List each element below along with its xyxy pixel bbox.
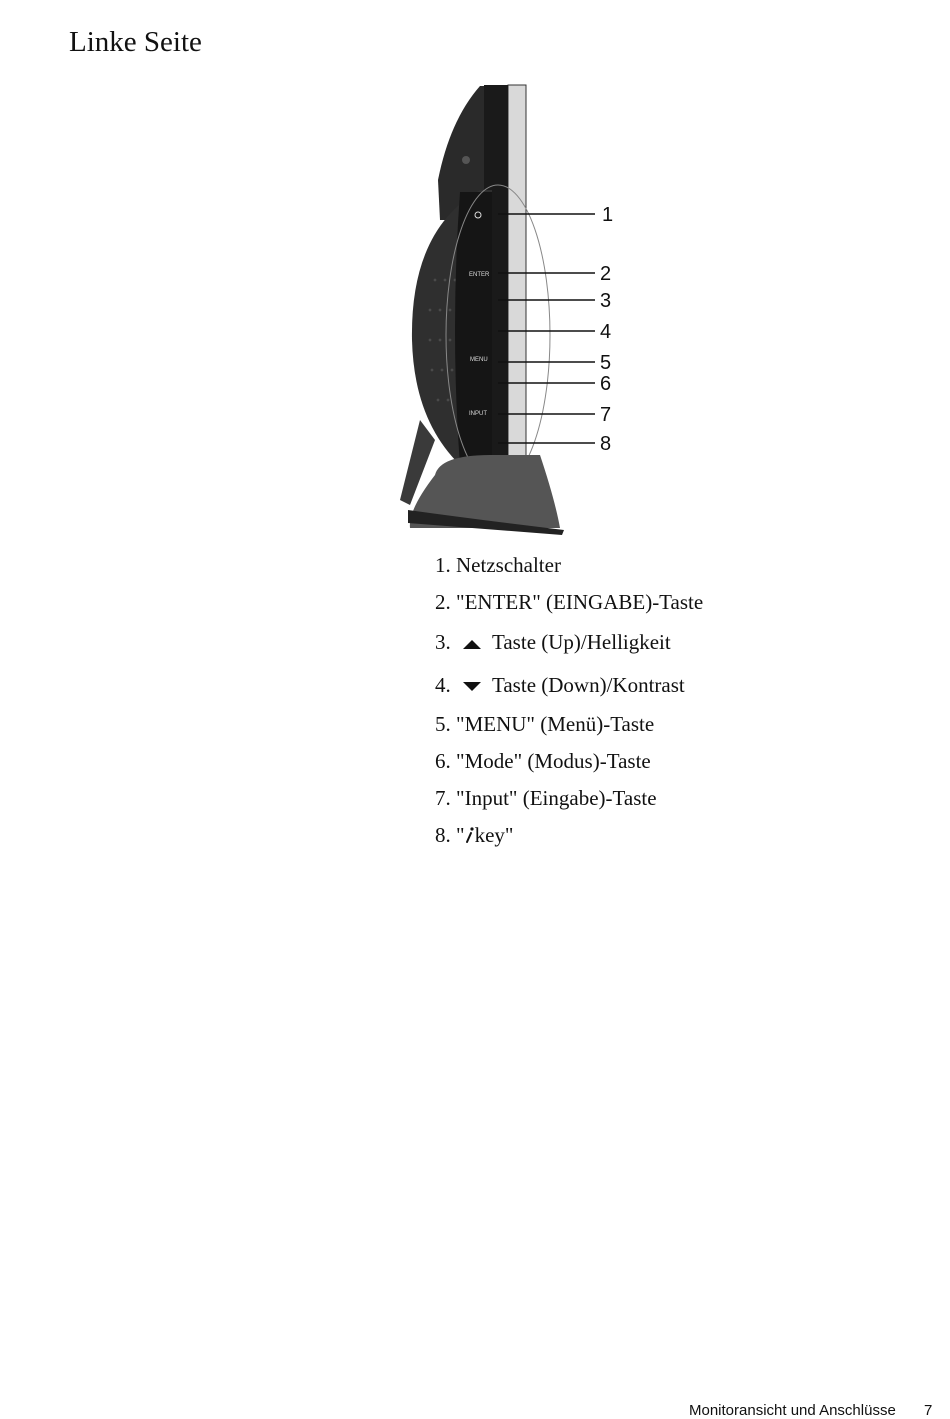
page-number: 7 — [924, 1402, 933, 1419]
list-item — [435, 587, 703, 617]
list-item — [435, 820, 513, 850]
item-number: 7. — [435, 786, 451, 810]
item-number: 6. — [435, 749, 451, 773]
menu-label: MENU — [470, 357, 488, 363]
callout-4: 4 — [600, 321, 612, 343]
list-item — [435, 783, 657, 813]
item-text: Taste (Up)/Helligkeit — [492, 630, 671, 654]
footer-section-title: Monitoransicht und Anschlüsse — [689, 1402, 896, 1419]
callout-1: 1 — [602, 204, 614, 226]
enter-label: ENTER — [469, 272, 490, 278]
item-number: 8. — [435, 823, 451, 847]
callout-6: 6 — [600, 373, 612, 395]
item-text: "MENU" (Menü)-Taste — [456, 712, 655, 736]
i-key-icon — [465, 826, 475, 844]
monitor-illustration — [400, 85, 595, 535]
item-text: "Mode" (Modus)-Taste — [456, 749, 651, 773]
item-text-after: key" — [474, 823, 514, 847]
list-item — [435, 627, 671, 657]
triangle-up-icon — [460, 637, 484, 651]
list-item — [435, 550, 561, 580]
callout-2: 2 — [600, 263, 612, 285]
list-item — [435, 670, 685, 700]
list-item — [435, 746, 651, 776]
callout-3: 3 — [600, 290, 612, 312]
item-number: 2. — [435, 590, 451, 614]
item-text: "Input" (Eingabe)-Taste — [456, 786, 657, 810]
callout-7: 7 — [600, 404, 612, 426]
monitor-side-view-figure — [380, 80, 640, 535]
item-text: "ENTER" (EINGABE)-Taste — [456, 590, 704, 614]
item-number: 5. — [435, 712, 451, 736]
item-number: 3. — [435, 630, 451, 654]
item-number: 4. — [435, 673, 451, 697]
item-text: Taste (Down)/Kontrast — [492, 673, 685, 697]
triangle-down-icon — [460, 680, 484, 694]
item-number: 1. — [435, 553, 451, 577]
item-text: Netzschalter — [456, 553, 561, 577]
list-item — [435, 709, 654, 739]
callout-8: 8 — [600, 433, 612, 455]
page-title: Linke Seite — [69, 26, 202, 58]
input-label: INPUT — [469, 411, 487, 417]
callout-5: 5 — [600, 352, 612, 374]
item-text-before: " — [456, 823, 465, 847]
